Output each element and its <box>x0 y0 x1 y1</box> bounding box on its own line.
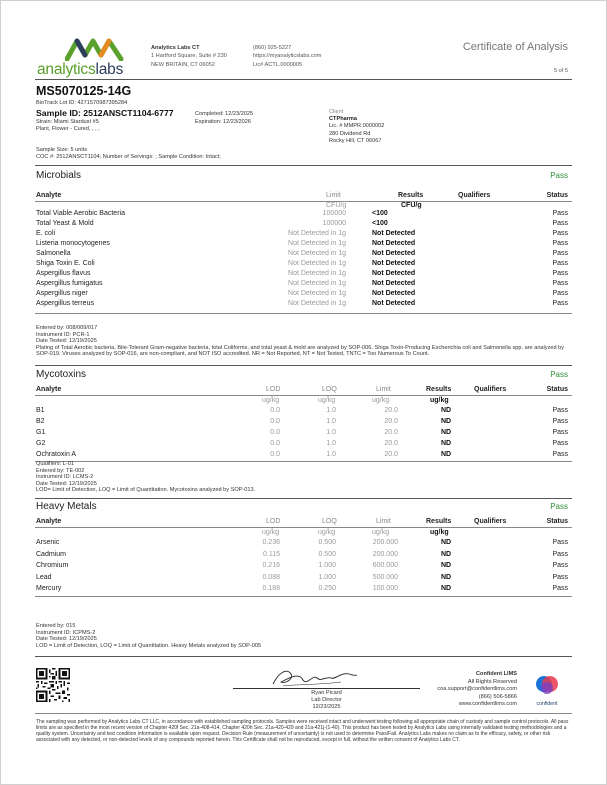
loq-value: 0.500 <box>318 539 336 546</box>
confident-logo <box>530 674 564 706</box>
col-qualifiers: Qualifiers <box>474 386 507 393</box>
client-info <box>329 109 384 145</box>
qr-code-icon[interactable] <box>36 668 70 702</box>
sample-size: Sample Size: 5 units <box>36 147 87 153</box>
result-value: Not Detected <box>372 230 416 237</box>
analyte-name: Lead <box>36 573 52 581</box>
status-value: Pass <box>552 440 568 447</box>
mycotoxins-method-note: LOD= Limit of Detection, LOQ = Limit of Quantitation. Mycotoxins analyzed by SOP-013. <box>36 487 256 494</box>
col-limit: Limit <box>326 192 341 199</box>
lab-contact <box>253 44 321 69</box>
result-value: ND <box>441 429 452 436</box>
results-unit: ug/kg <box>430 529 449 536</box>
status-value: Pass <box>552 250 568 257</box>
lims-email[interactable]: coa.support@confidentlims.com <box>437 686 517 692</box>
signature-date: 12/23/2025 <box>312 703 341 710</box>
mycotoxin-row <box>36 407 568 417</box>
mycotoxin-row <box>36 418 568 428</box>
col-results: Results <box>398 192 424 199</box>
confident-logo-icon <box>530 674 564 696</box>
signer-block <box>233 690 420 710</box>
result-value: Not Detected <box>372 270 416 277</box>
lod-value: 0.188 <box>262 585 280 592</box>
lims-phone: (866) 506-5866 <box>478 693 517 700</box>
lab-info <box>151 44 227 69</box>
limit-value: 600.000 <box>372 562 398 569</box>
result-value: ND <box>441 407 452 414</box>
status-value: Pass <box>552 290 568 297</box>
microbials-row <box>36 230 568 240</box>
limit-unit: ug/kg <box>372 529 390 536</box>
signature-icon <box>269 664 359 690</box>
microbials-title: Microbials <box>36 170 82 181</box>
limit-value: Not Detected in 1g <box>288 300 346 307</box>
results-unit: ug/kg <box>430 397 449 404</box>
section-divider <box>35 656 572 657</box>
analyte-name: Shiga Toxin E. Coli <box>36 260 95 267</box>
table-divider <box>35 313 572 314</box>
limit-value: Not Detected in 1g <box>288 240 346 247</box>
signer-title: Lab Director <box>311 696 342 703</box>
lims-name: Confident LIMS <box>475 671 517 677</box>
lims-info <box>437 671 517 709</box>
section-divider <box>35 498 572 499</box>
lod-value: 0.0 <box>270 407 280 414</box>
col-lod: LOD <box>266 518 281 525</box>
lod-value: 0.115 <box>263 550 280 558</box>
microbials-instrument: Instrument ID: PCR-1 <box>36 331 90 338</box>
heavy-metals-instrument: Instrument ID: ICPMS-2 <box>36 629 96 636</box>
status-value: Pass <box>552 280 568 287</box>
table-divider <box>35 596 572 597</box>
analyte-name: Aspergillus niger <box>36 290 88 297</box>
page-number: 5 of 5 <box>554 68 568 74</box>
result-value: Not Detected <box>372 260 416 267</box>
analyte-name: E. coli <box>36 230 56 237</box>
heavy-metal-row <box>36 539 568 549</box>
microbials-date-tested: Date Tested: 12/19/2025 <box>36 338 97 345</box>
limit-value: 200.000 <box>372 550 398 558</box>
section-divider <box>35 165 572 166</box>
status-value: Pass <box>552 240 568 247</box>
loq-unit: ug/kg <box>318 397 336 404</box>
limit-unit: CFU/g <box>326 202 347 209</box>
table-divider <box>35 395 572 396</box>
loq-value: 1.000 <box>318 562 336 569</box>
status-value: Pass <box>552 230 568 237</box>
lims-rights: All Rights Reserved <box>467 678 517 685</box>
analyte-name: Aspergillus flavus <box>36 270 91 277</box>
mycotoxins-qualifiers: Qualifiers: L-01 <box>36 461 74 467</box>
heavy-metals-pass-badge: Pass <box>550 502 568 511</box>
loq-value: 1.0 <box>326 407 336 414</box>
loq-value: 1.000 <box>318 573 336 581</box>
client-address1: 280 Dividend Rd <box>329 130 371 137</box>
analyte-name: Listeria monocytogenes <box>36 240 110 247</box>
analyte-name: G1 <box>36 429 46 436</box>
analyte-name: Total Viable Aerobic Bacteria <box>36 210 125 217</box>
signature-line <box>233 688 420 689</box>
lod-value: 0.0 <box>270 451 280 458</box>
client-label: Client <box>329 109 344 115</box>
mycotoxin-row <box>36 451 568 461</box>
col-analyte: Analyte <box>36 192 62 199</box>
client-license: Lic. # MMPR.0000002 <box>329 123 385 130</box>
analyte-name: Mercury <box>36 585 62 592</box>
analyte-name: Aspergillus terreus <box>36 300 94 307</box>
lab-address1: 1 Hartford Square, Suite # 230 <box>151 53 227 60</box>
confident-logo-text: confident <box>536 701 558 707</box>
result-value: <100 <box>372 210 388 217</box>
analyte-name: G2 <box>36 440 46 447</box>
limit-value: 100000 <box>322 210 346 217</box>
lab-license: Lic# ACTL.0000005 <box>253 61 303 68</box>
heavy-metals-date-tested: Date Tested: 12/19/2025 <box>36 636 97 643</box>
limit-value: 20.0 <box>384 429 398 436</box>
result-value: ND <box>441 418 452 425</box>
status-value: Pass <box>552 270 568 277</box>
mycotoxins-pass-badge: Pass <box>550 370 568 379</box>
mycotoxins-title: Mycotoxins <box>36 369 87 380</box>
lod-value: 0.0 <box>270 429 280 436</box>
analyte-name: Cadmium <box>36 550 66 558</box>
limit-value: 100000 <box>322 220 346 227</box>
result-value: <100 <box>372 220 388 227</box>
col-limit: Limit <box>376 518 391 525</box>
result-value: Not Detected <box>372 240 416 247</box>
mycotoxins-notes <box>36 461 576 494</box>
logo-mark-icon <box>65 37 125 61</box>
mycotoxin-row <box>36 429 568 439</box>
status-value: Pass <box>552 220 568 227</box>
loq-value: 1.0 <box>326 451 336 458</box>
results-unit: CFU/g <box>401 202 422 209</box>
result-value: Not Detected <box>372 250 416 257</box>
loq-value: 0.250 <box>318 585 336 592</box>
coc-info: COC #: 2512ANSCT1104; Number of Servings: ; Sample Condition: Intact; <box>36 154 221 161</box>
col-limit: Limit <box>376 386 391 393</box>
col-results: Results <box>426 386 452 393</box>
microbials-row <box>36 280 568 290</box>
analyte-name: Total Yeast & Mold <box>36 220 94 227</box>
status-value: Pass <box>552 585 568 592</box>
limit-value: 500.000 <box>372 573 398 581</box>
limit-value: Not Detected in 1g <box>288 280 346 287</box>
result-value: ND <box>441 585 452 592</box>
microbials-row <box>36 210 568 220</box>
microbials-notes <box>36 325 576 358</box>
result-value: ND <box>441 440 452 447</box>
analyte-name: B2 <box>36 418 45 425</box>
table-divider <box>35 527 572 528</box>
sample-id: Sample ID: 2512ANSCT1104-6777 <box>36 108 174 118</box>
loq-unit: ug/kg <box>318 529 336 536</box>
status-value: Pass <box>552 539 568 546</box>
mycotoxins-units-row <box>36 397 568 407</box>
limit-value: Not Detected in 1g <box>288 270 346 277</box>
product-type: Plant, Flower - Cured, , , , <box>36 126 100 133</box>
result-value: Not Detected <box>372 290 416 297</box>
microbials-row <box>36 220 568 230</box>
status-value: Pass <box>552 429 568 436</box>
result-value: Not Detected <box>372 300 416 307</box>
microbials-pass-badge: Pass <box>550 171 568 180</box>
section-divider <box>35 365 572 366</box>
microbials-entered-by: Entered by: 008/009/017 <box>36 325 98 331</box>
logo-text: analyticslabs <box>37 61 124 78</box>
sample-details <box>36 147 221 162</box>
lab-name: Analytics Labs CT <box>151 45 200 51</box>
limit-value: Not Detected in 1g <box>288 250 346 257</box>
result-value: ND <box>441 451 452 458</box>
status-value: Pass <box>552 300 568 307</box>
heavy-metal-row <box>36 551 568 561</box>
lab-address2: NEW BRITAIN, CT 06052 <box>151 61 215 68</box>
status-value: Pass <box>552 260 568 267</box>
lab-website[interactable]: https://myanalyticslabs.com <box>253 53 322 60</box>
completed-date: Completed: 12/23/2025 <box>195 111 254 117</box>
limit-value: 20.0 <box>384 440 398 447</box>
analyte-name: Chromium <box>36 562 69 569</box>
microbials-row <box>36 240 568 250</box>
client-address2: Rocky Hill, CT 06067 <box>329 137 382 144</box>
limit-unit: ug/kg <box>372 397 390 404</box>
heavy-metals-title: Heavy Metals <box>36 501 97 512</box>
expiration-date: Expiration: 12/23/2026 <box>195 119 251 125</box>
loq-value: 1.0 <box>326 440 336 447</box>
status-value: Pass <box>552 210 568 217</box>
loq-value: 1.0 <box>326 418 336 425</box>
status-value: Pass <box>552 418 568 425</box>
heavy-metals-method-note: LOD = Limit of Detection, LOQ = Limit of Quantitation. Heavy Metals analyzed by SOP-005 <box>36 642 262 649</box>
analytics-labs-logo <box>37 37 152 79</box>
col-status: Status <box>546 386 568 393</box>
analyte-name: Salmonella <box>36 250 71 257</box>
client-name: CTPharma <box>329 116 357 123</box>
heavy-metal-row <box>36 562 568 572</box>
limit-value: Not Detected in 1g <box>288 230 346 237</box>
mycotoxin-row <box>36 440 568 450</box>
footer-divider <box>35 713 572 714</box>
col-loq: LOQ <box>322 518 337 525</box>
analyte-name: Arsenic <box>36 539 60 546</box>
limit-value: 100.000 <box>372 585 398 592</box>
status-value: Pass <box>552 573 568 581</box>
col-analyte: Analyte <box>36 518 62 525</box>
loq-value: 0.500 <box>318 550 336 558</box>
heavy-metal-row <box>36 585 568 595</box>
sample-dates <box>195 110 253 126</box>
analyte-name: Aspergillus fumigatus <box>36 280 103 287</box>
lod-unit: ug/kg <box>262 529 280 536</box>
mycotoxins-instrument: Instrument ID: LCMS-2 <box>36 474 94 481</box>
col-results: Results <box>426 518 452 525</box>
microbials-row <box>36 290 568 300</box>
col-status: Status <box>546 518 568 525</box>
document-title: Certificate of Analysis <box>462 41 568 53</box>
biotrack-lot-id: BioTrack Lot ID: 4271570987395284 <box>36 100 128 106</box>
heavy-metals-units-row <box>36 529 568 539</box>
col-qualifiers: Qualifiers <box>458 192 491 199</box>
result-value: ND <box>441 573 452 581</box>
status-value: Pass <box>552 451 568 458</box>
lod-unit: ug/kg <box>262 397 280 404</box>
mycotoxins-date-tested: Date Tested: 12/19/2025 <box>36 480 97 487</box>
col-analyte: Analyte <box>36 386 62 393</box>
status-value: Pass <box>552 562 568 569</box>
microbials-method-note: Plating of Total Aerobic bacteria, Bile-Tolerant Gram-negative bacteria, total Coliforms, and total yeast & mold are analyzed by SOP-006. Shiga Toxin-Producing Escherichia coli and Salmonella spp. are analyzed by SOP-019. Viruses analyzed by SOP-016, are non-compliant, and NOT ISO accredited. NR = Not Reported, NT = Not Tested, TNTC = Too Numerous To Count. <box>36 344 565 358</box>
lod-value: 0.216 <box>262 562 280 569</box>
heavy-metals-entered-by: Entered by: 015 <box>36 623 76 629</box>
signer-name: Ryan Picard <box>311 690 342 696</box>
result-value: ND <box>441 562 452 569</box>
lims-website[interactable]: www.confidentlims.com <box>458 701 517 707</box>
col-qualifiers: Qualifiers <box>474 518 507 525</box>
limit-value: 20.0 <box>384 407 398 414</box>
loq-value: 1.0 <box>326 429 336 436</box>
heavy-metals-notes <box>36 623 576 649</box>
microbials-row <box>36 270 568 280</box>
lab-phone: (860) 925-5227 <box>253 45 292 51</box>
limit-value: 200.000 <box>372 539 398 546</box>
analyte-name: B1 <box>36 407 45 414</box>
result-value: ND <box>441 550 452 558</box>
strain-info <box>36 119 100 134</box>
limit-value: 20.0 <box>384 418 398 425</box>
sample-code: MS5070125-14G <box>36 84 132 98</box>
header-divider <box>35 79 572 80</box>
microbials-row <box>36 250 568 260</box>
footer-disclaimer: The sampling was performed by Analytics Labs CT LLC, in accordance with established sampling protocols. Samples were received intact and underwent testing following all appropriate chain of custody and sample control protocols. All pass limits are as specified in the most recent version of Chapter 420f Sec. 21a-408-414, Chapter 420h Sec. 21a-420-429 and 21a-421j-(1-40). This product has been tested by Analytics Labs using internally validated testing methodologies and a quality system. Uncertainty and test condition information is available upon request. Decision Rule (measurement of uncertainty) is not used to determine Pass/Fail. Analytics Labs makes no claim as to the efficacy, safety, or other risk associated with any detected, or non-detected levels of any compounds reported herein. This Certificate shall not be reproduced, except in full, without the written consent of Analytics Labs CT. <box>36 719 569 743</box>
mycotoxins-entered-by: Entered by: TE-002 <box>36 467 85 474</box>
col-loq: LOQ <box>322 386 337 393</box>
microbials-row <box>36 260 568 270</box>
lod-value: 0.236 <box>262 539 280 546</box>
result-value: ND <box>441 539 452 546</box>
limit-value: Not Detected in 1g <box>288 260 346 267</box>
lod-value: 0.0 <box>270 440 280 447</box>
col-status: Status <box>546 192 568 199</box>
heavy-metal-row <box>36 574 568 584</box>
lod-value: 0.088 <box>262 573 280 581</box>
col-lod: LOD <box>266 386 281 393</box>
status-value: Pass <box>552 407 568 414</box>
strain: Strain: Miami Stardust #5 <box>36 119 99 125</box>
limit-value: 20.0 <box>384 451 398 458</box>
microbials-row <box>36 300 568 310</box>
analyte-name: Ochratoxin A <box>36 451 77 458</box>
lod-value: 0.0 <box>270 418 280 425</box>
result-value: Not Detected <box>372 280 416 287</box>
limit-value: Not Detected in 1g <box>288 290 346 297</box>
status-value: Pass <box>552 550 568 558</box>
